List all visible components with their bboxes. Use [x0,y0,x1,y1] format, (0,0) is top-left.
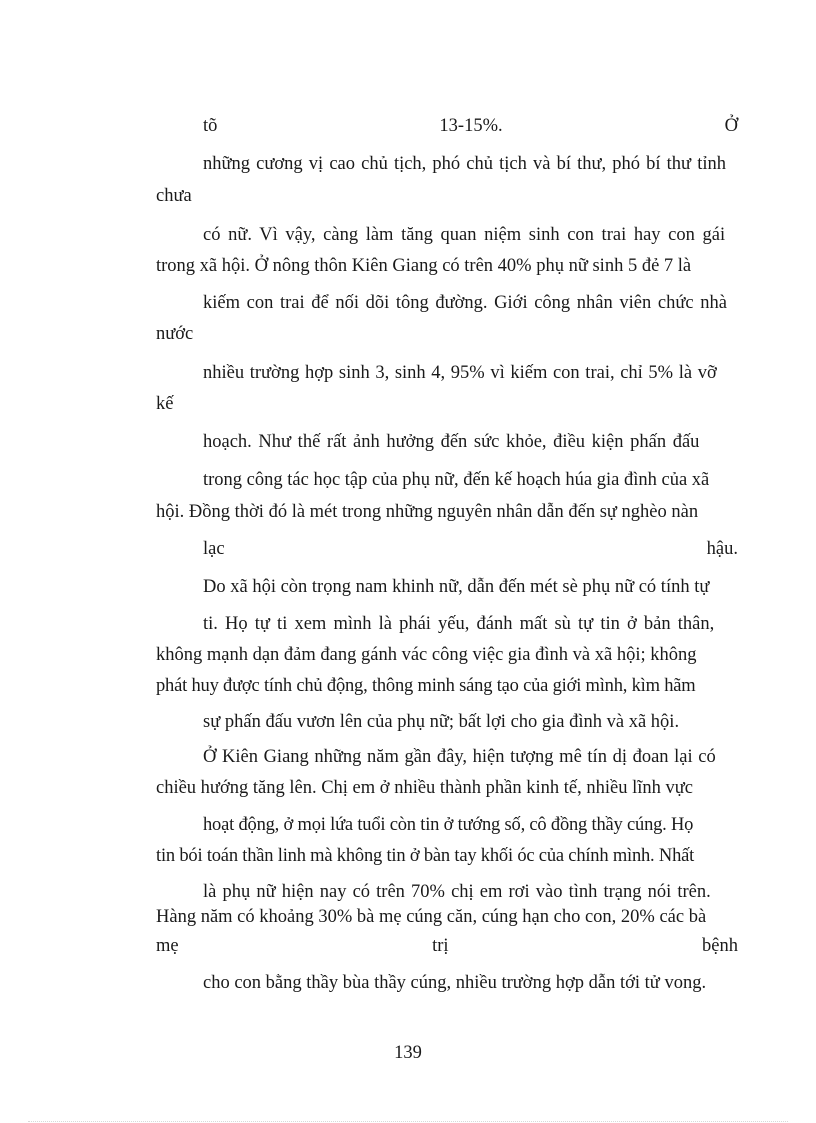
text-word: lạc [203,539,225,559]
text-line [203,114,738,138]
page-bottom-divider [28,1121,788,1122]
text-line: những cương vị cao chủ tịch, phó chủ tịch và bí thư, phó bí thư tỉnh [203,154,726,174]
text-line: Do xã hội còn trọng nam khinh nữ, dẫn đến mét sè phụ nữ có tính tự [203,577,710,597]
text-line: Hàng năm có khoảng 30% bà mẹ cúng căn, cúng hạn cho con, 20% các bà [156,907,707,927]
text-line [156,934,738,958]
text-line: cho con bằng thầy bùa thầy cúng, nhiều trường hợp dẫn tới tử vong. [203,973,707,993]
text-line: nước [156,324,194,344]
text-line: hội. Đồng thời đó là mét trong những nguyên nhân dẫn đến sự nghèo nàn [156,502,699,522]
text-line: kế [156,394,174,414]
text-line: nhiều trường hợp sinh 3, sinh 4, 95% vì kiếm con trai, chỉ 5% là vỡ [203,363,717,383]
text-word: Ở [724,116,738,136]
text-line: Ở Kiên Giang những năm gần đây, hiện tượng mê tín dị đoan lại có [203,747,716,767]
page-number: 139 [394,1043,422,1063]
text-line: tin bói toán thần linh mà không tin ở bàn tay khối óc của chính mình. Nhất [156,846,695,866]
text-line: là phụ nữ hiện nay có trên 70% chị em rơi vào tình trạng nói trên. [203,882,711,902]
text-line: ti. Họ tự ti xem mình là phái yếu, đánh mất sù tự tin ở bản thân, [203,614,715,634]
text-word: mẹ [156,936,179,956]
text-word: hậu. [706,539,738,559]
text-line: trong xã hội. Ở nông thôn Kiên Giang có trên 40% phụ nữ sinh 5 đẻ 7 là [156,256,692,276]
text-line: sự phấn đấu vươn lên của phụ nữ; bất lợi cho gia đình và xã hội. [203,712,680,732]
text-line: trong công tác học tập của phụ nữ, đến kế hoạch húa gia đình của xã [203,470,710,490]
text-word: tõ [203,116,218,136]
text-word: 13-15%. [439,116,503,136]
text-word: trị [432,936,449,956]
text-line [203,537,738,561]
text-line: phát huy được tính chủ động, thông minh sáng tạo của giới mình, kìm hãm [156,676,696,696]
text-line: kiếm con trai để nối dõi tông đường. Giới công nhân viên chức nhà [203,293,727,313]
text-line: hoạt động, ở mọi lứa tuổi còn tin ở tướng số, cô đồng thầy cúng. Họ [203,815,694,835]
text-line: chưa [156,186,192,206]
text-line: chiều hướng tăng lên. Chị em ở nhiều thành phần kinh tế, nhiều lĩnh vực [156,778,693,798]
text-line: có nữ. Vì vậy, càng làm tăng quan niệm sinh con trai hay con gái [203,225,726,245]
text-line: không mạnh dạn đảm đang gánh vác công việc gia đình và xã hội; không [156,645,697,665]
text-line: hoạch. Như thế rất ảnh hưởng đến sức khỏe, điều kiện phấn đấu [203,432,700,452]
text-word: bệnh [702,936,738,956]
